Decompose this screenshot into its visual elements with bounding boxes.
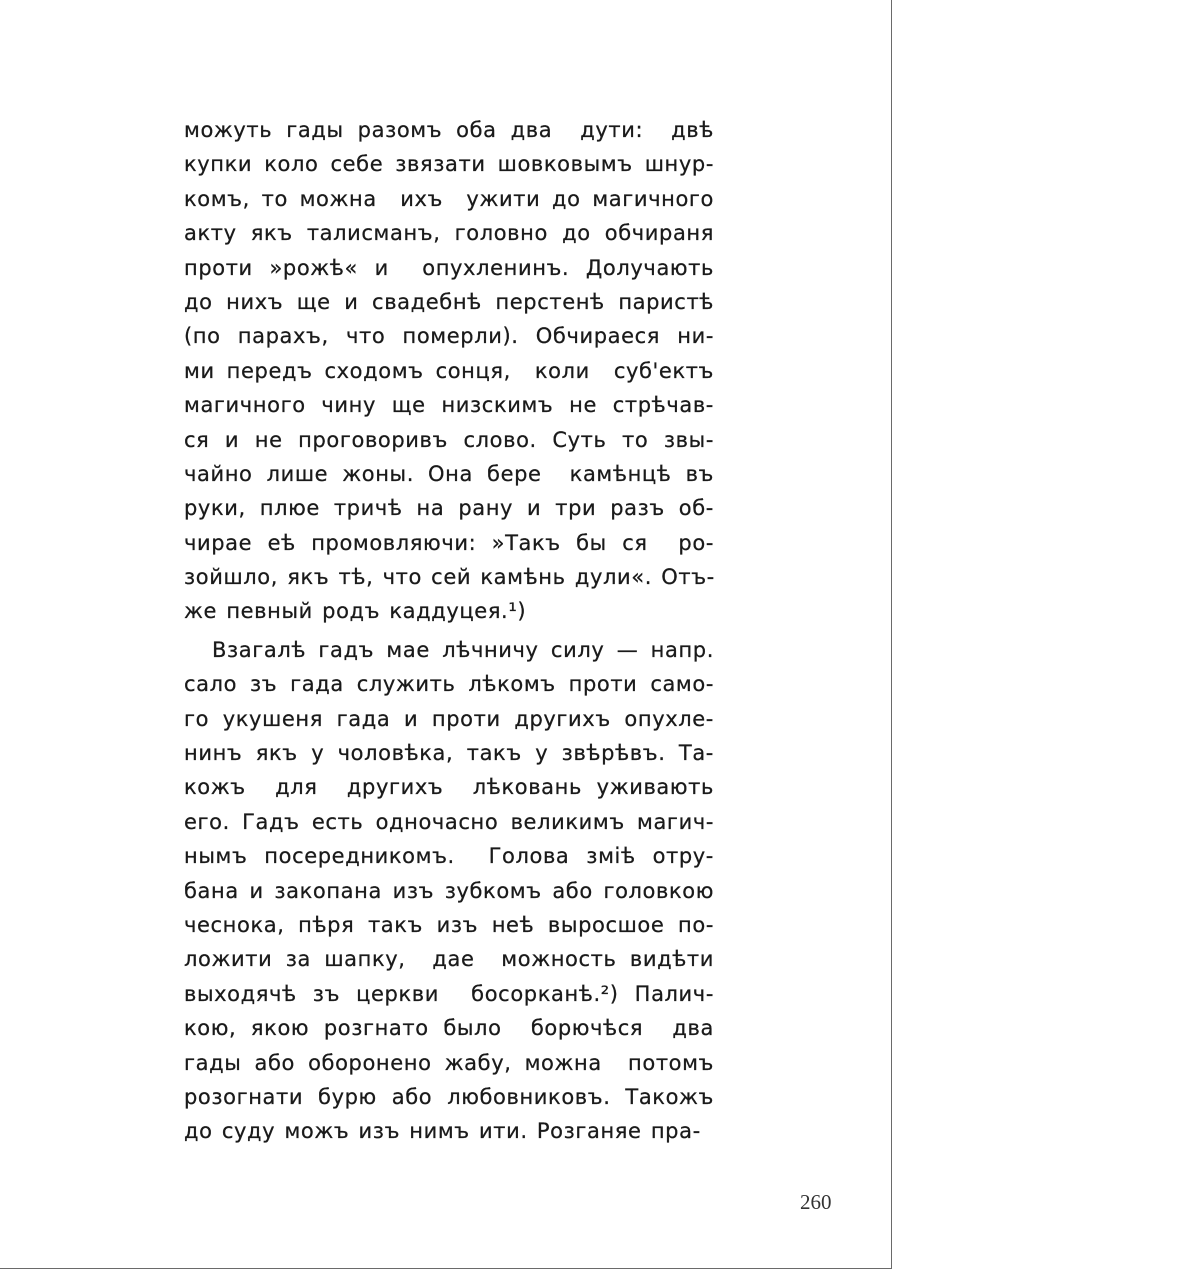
text-line: гады або оборонено жабу, можна потомъ — [184, 1050, 714, 1075]
paragraph — [184, 633, 714, 1149]
text-line: же певный родъ каддуцея.¹) — [184, 599, 527, 624]
text-line: кожъ для другихъ лѣковань уживають — [184, 775, 714, 800]
text-line: руки, плюе тричѣ на рану и три разъ об- — [184, 496, 714, 521]
text-line: до суду можъ изъ нимъ ити. Розганяе пра- — [184, 1119, 701, 1144]
text-line: проти »рожѣ« и опухленинъ. Долучають — [184, 255, 714, 280]
text-line: кою, якою розгнато было борючѣся два — [184, 1016, 714, 1041]
paragraph — [184, 113, 714, 629]
text-line: до нихъ ще и свадебнѣ перстенѣ паристѣ — [184, 289, 714, 314]
text-line: ложити за шапку, дае можность видѣти — [184, 947, 714, 972]
text-line: чайно лише жоны. Она бере камѣнцѣ въ — [184, 461, 714, 486]
text-line: зойшло, якъ тѣ, что сей камѣнь дули«. Отъ- — [184, 565, 715, 590]
text-line: нымъ посередникомъ. Голова змiѣ отру- — [184, 844, 714, 869]
text-line: сало зъ гада служить лѣкомъ проти само- — [184, 672, 714, 697]
text-line: Взагалѣ гадъ мае лѣчничу силу — напр. — [212, 637, 714, 662]
text-line: чеснока, пѣря такъ изъ неѣ выросшое по- — [184, 912, 714, 937]
page-number: 260 — [800, 1190, 832, 1214]
text-line: выходячѣ зъ церкви босорканѣ.²) Палич- — [184, 981, 714, 1006]
text-line: комъ, то можна ихъ ужити до магичного — [184, 186, 714, 211]
body-text — [184, 113, 714, 1149]
text-line: акту якъ талисманъ, головно до обчираня — [184, 221, 714, 246]
text-line: ми передъ сходомъ сонця, коли суб'ектъ — [184, 358, 714, 383]
text-line: (по парахъ, что померли). Обчираеся ни- — [184, 324, 714, 349]
text-line: можуть гады разомъ оба два дути: двѣ — [184, 118, 714, 142]
text-line: чирае еѣ промовляючи: »Такъ бы ся ро- — [184, 530, 714, 555]
text-line: купки коло себе звязати шовковымъ шнур- — [184, 152, 714, 177]
text-line: розогнати бурю або любовниковъ. Такожъ — [184, 1084, 714, 1109]
text-line: нинъ якъ у чоловѣка, такъ у звѣрѣвъ. Та- — [184, 741, 714, 766]
text-line: его. Гадъ есть одночасно великимъ магич- — [184, 809, 714, 834]
text-line: магичного чину ще низскимъ не стрѣчав- — [184, 393, 714, 418]
text-line: го укушеня гада и проти другихъ опухле- — [184, 706, 714, 731]
text-line: бана и закопана изъ зубкомъ або головкою — [184, 878, 714, 903]
text-line: ся и не проговоривъ слово. Суть то звы- — [184, 427, 714, 452]
